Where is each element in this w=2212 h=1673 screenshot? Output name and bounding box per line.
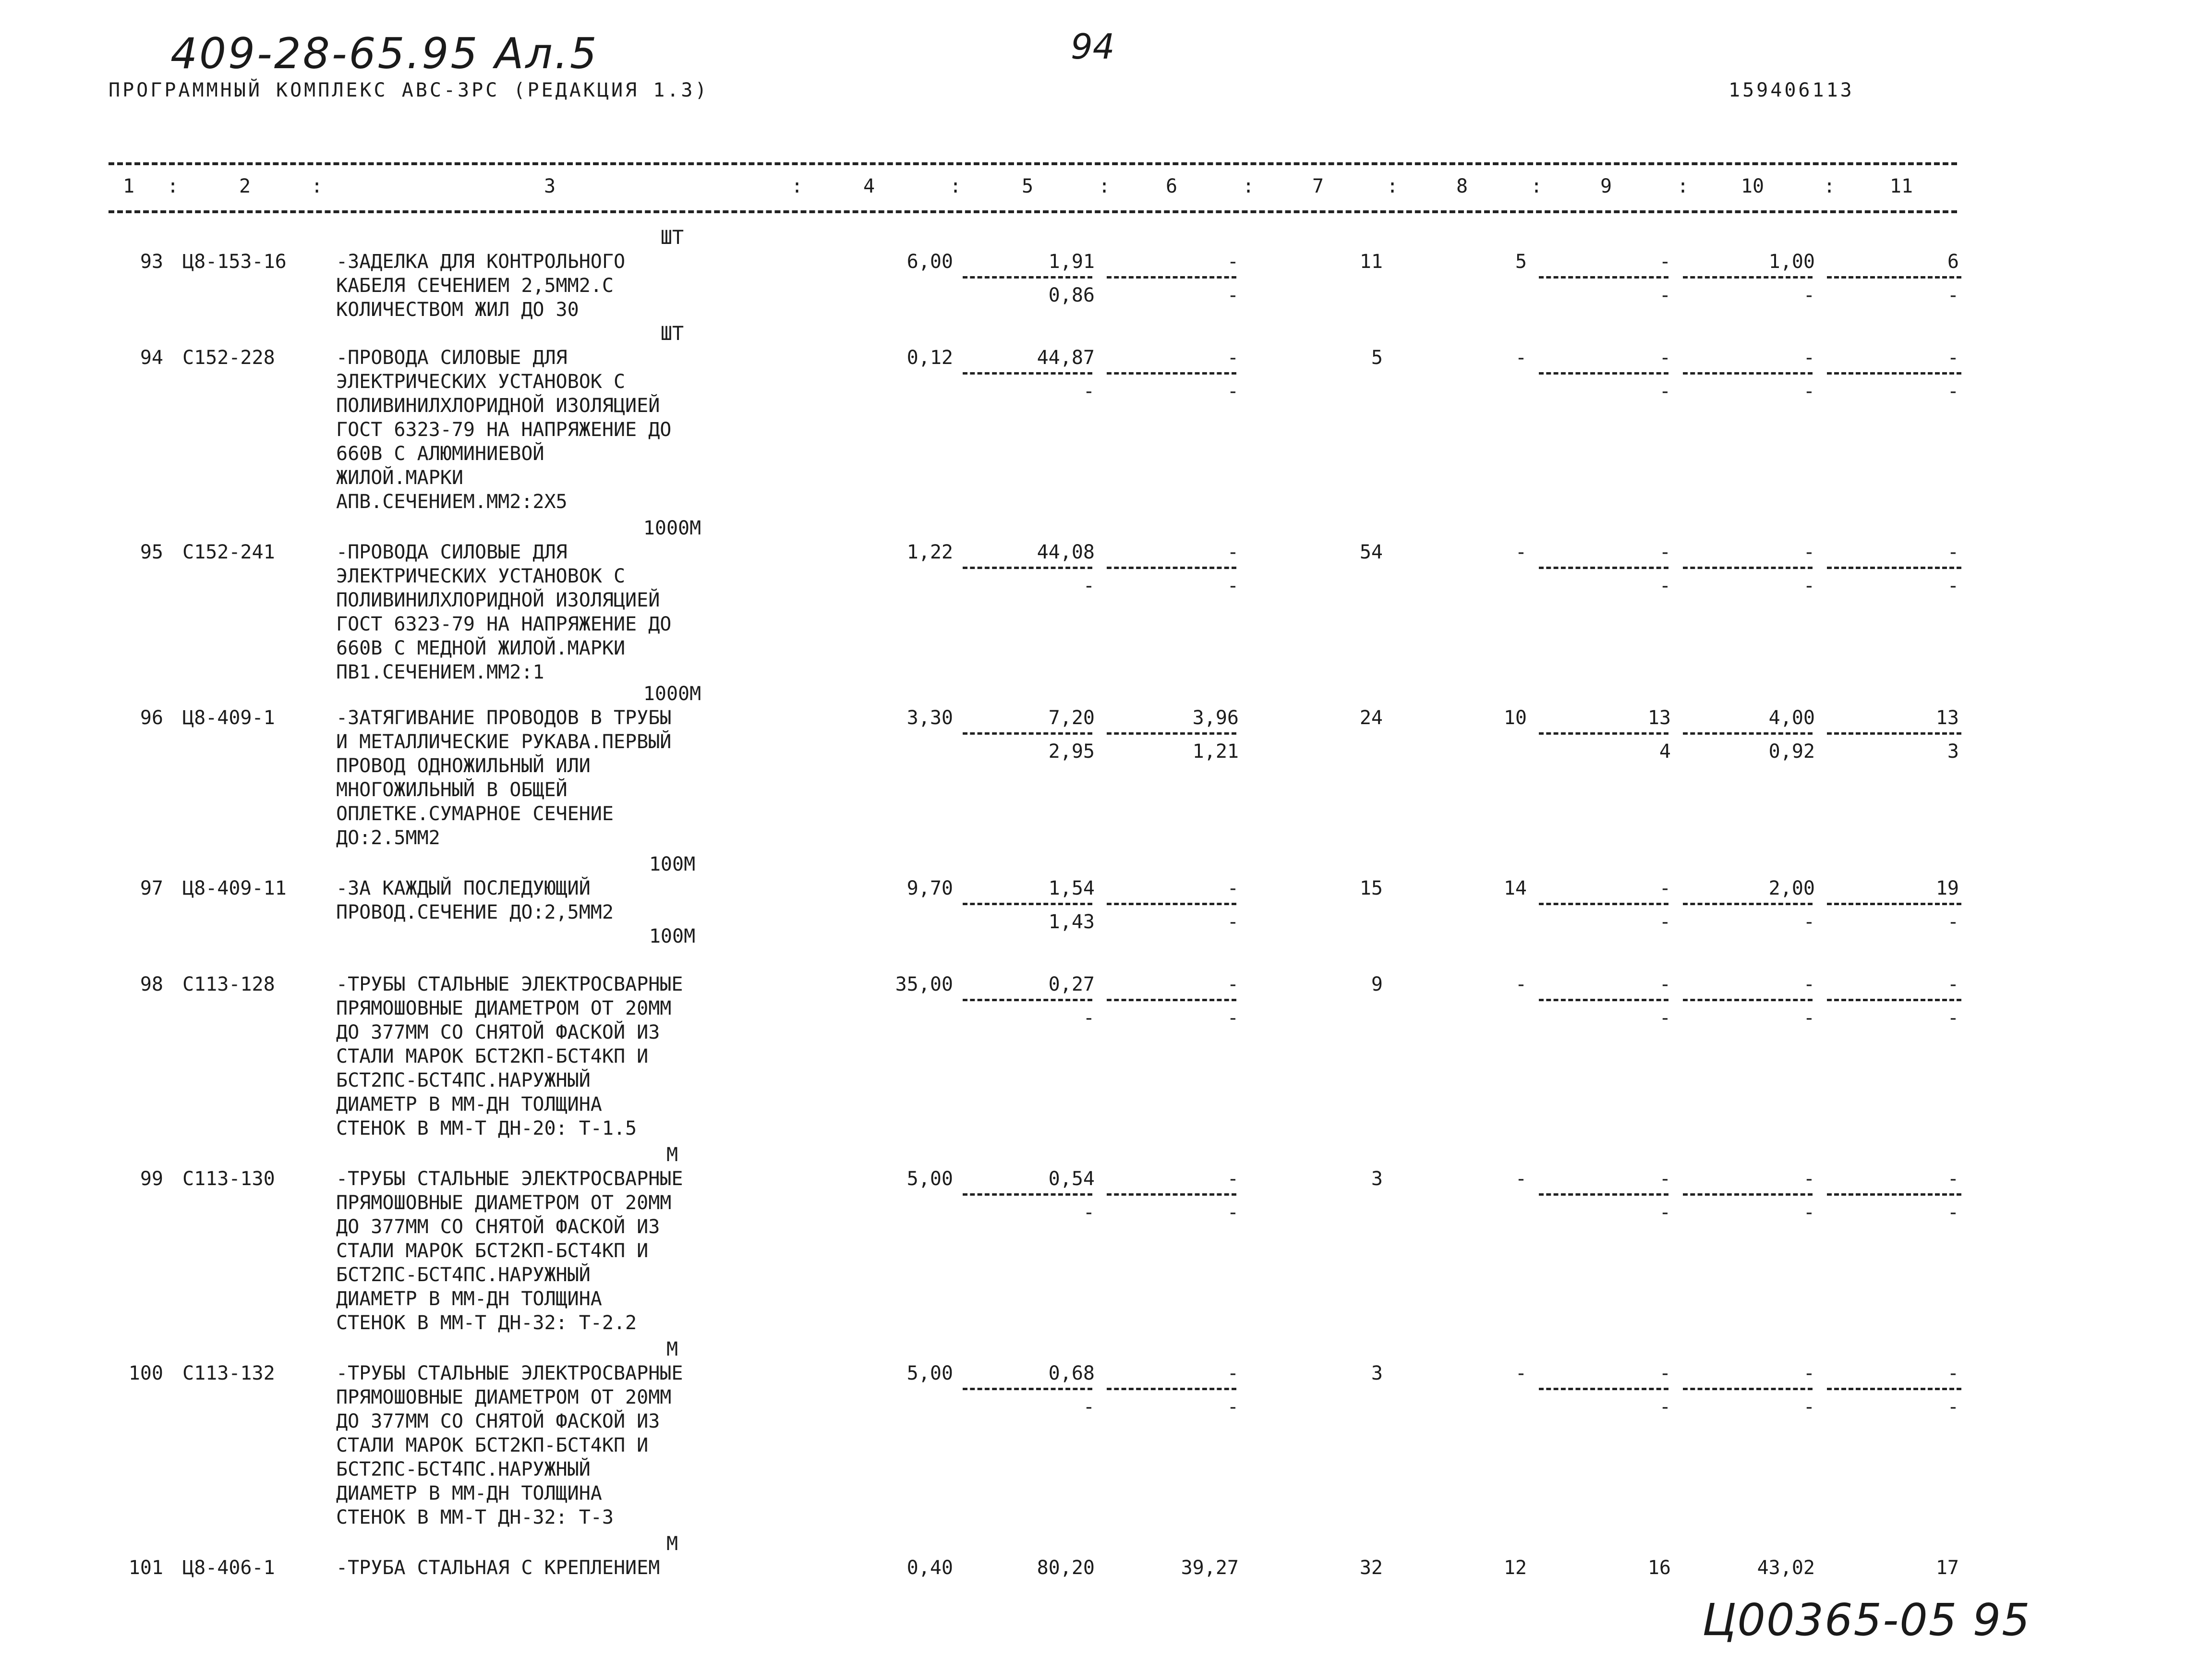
col8-value: 10 bbox=[1503, 707, 1527, 729]
col10-value: 43,02 bbox=[1757, 1557, 1815, 1579]
row-number: 93 bbox=[140, 251, 163, 273]
col5-lower-value: - bbox=[1083, 1007, 1095, 1029]
quantity-value: 6,00 bbox=[907, 251, 953, 273]
col6-value: - bbox=[1227, 347, 1239, 369]
col5-lower-value: 2,95 bbox=[1048, 740, 1095, 763]
rate-code: Ц8-153-16 bbox=[182, 251, 287, 273]
document-number: 159406113 bbox=[1729, 79, 1854, 101]
col5-value: 0,68 bbox=[1048, 1362, 1095, 1384]
col10-value: - bbox=[1803, 1362, 1815, 1384]
col8-value: 12 bbox=[1503, 1557, 1527, 1579]
col8-value: - bbox=[1515, 1168, 1527, 1190]
fraction-divider bbox=[1539, 567, 1668, 569]
col5-value: 44,87 bbox=[1037, 347, 1095, 369]
col10-lower-value: - bbox=[1803, 911, 1815, 933]
rate-code: С113-130 bbox=[182, 1168, 275, 1190]
col10-lower-value: - bbox=[1803, 1201, 1815, 1224]
col7-value: 3 bbox=[1371, 1362, 1383, 1384]
col11-lower-value: - bbox=[1947, 1396, 1959, 1418]
column-separator: : bbox=[791, 175, 803, 197]
col5-value: 0,54 bbox=[1048, 1168, 1095, 1190]
col5-value: 1,91 bbox=[1048, 251, 1095, 273]
col9-lower-value: 4 bbox=[1659, 740, 1671, 763]
row-number: 97 bbox=[140, 877, 163, 899]
column-separator: : bbox=[167, 175, 179, 197]
rate-code: С152-228 bbox=[182, 347, 275, 369]
col5-lower-value: 0,86 bbox=[1048, 284, 1095, 306]
work-description: -ТРУБЫ СТАЛЬНЫЕ ЭЛЕКТРОСВАРНЫЕ ПРЯМОШОВНЫЕ ДИАМЕТРОМ ОТ 20ММ ДО 377ММ СО СНЯТОЙ ФАСКОЙ ИЗ СТАЛИ МАРОК БСТ2КП-БСТ4КП И БСТ2ПС-БСТ4ПС.НАРУЖНЫЙ ДИАМЕТР В ММ-ДН ТОЛЩИНА СТЕНОК В ММ-Т ДН-20: Т-1.5 bbox=[336, 973, 683, 1140]
col9-value: 16 bbox=[1647, 1557, 1671, 1579]
fraction-divider bbox=[1107, 1193, 1236, 1196]
column-header-7: 7 bbox=[1312, 175, 1324, 197]
col8-value: - bbox=[1515, 1362, 1527, 1384]
col10-lower-value: - bbox=[1803, 380, 1815, 402]
work-description: -ЗАТЯГИВАНИЕ ПРОВОДОВ В ТРУБЫ И МЕТАЛЛИЧЕСКИЕ РУКАВА.ПЕРВЫЙ ПРОВОД ОДНОЖИЛЬНЫЙ ИЛИ МНОГОЖИЛЬНЫЙ В ОБЩЕЙ ОПЛЕТКЕ.СУМАРНОЕ СЕЧЕНИЕ ДО:2.5ММ2 bbox=[336, 707, 672, 849]
col10-value: 2,00 bbox=[1768, 877, 1815, 899]
col5-value: 1,54 bbox=[1048, 877, 1095, 899]
col7-value: 32 bbox=[1359, 1557, 1383, 1579]
col11-value: - bbox=[1947, 541, 1959, 563]
column-header-9: 9 bbox=[1600, 175, 1612, 197]
fraction-divider bbox=[1827, 567, 1961, 569]
col8-value: - bbox=[1515, 541, 1527, 563]
col7-value: 3 bbox=[1371, 1168, 1383, 1190]
column-header-11: 11 bbox=[1889, 175, 1913, 197]
unit-label: 1000М bbox=[643, 517, 701, 539]
col10-value: - bbox=[1803, 973, 1815, 995]
col10-lower-value: - bbox=[1803, 284, 1815, 306]
column-separator: : bbox=[311, 175, 323, 197]
col5-value: 7,20 bbox=[1048, 707, 1095, 729]
col10-lower-value: 0,92 bbox=[1768, 740, 1815, 763]
col9-lower-value: - bbox=[1659, 284, 1671, 306]
col9-lower-value: - bbox=[1659, 575, 1671, 597]
col5-lower-value: - bbox=[1083, 1201, 1095, 1224]
col7-value: 15 bbox=[1359, 877, 1383, 899]
col9-lower-value: - bbox=[1659, 911, 1671, 933]
col11-lower-value: - bbox=[1947, 284, 1959, 306]
program-title: ПРОГРАММНЫЙ КОМПЛЕКС АВС-3РС (РЕДАКЦИЯ 1.3) bbox=[109, 79, 709, 101]
fraction-divider bbox=[963, 372, 1092, 375]
column-header-2: 2 bbox=[239, 175, 251, 197]
fraction-divider bbox=[1107, 372, 1236, 375]
col6-value: - bbox=[1227, 251, 1239, 273]
work-description: -ЗАДЕЛКА ДЛЯ КОНТРОЛЬНОГО КАБЕЛЯ СЕЧЕНИЕМ 2,5ММ2.С КОЛИЧЕСТВОМ ЖИЛ ДО 30 bbox=[336, 251, 626, 321]
table-top-rule bbox=[109, 162, 1957, 165]
column-header-5: 5 bbox=[1021, 175, 1034, 197]
row-number: 96 bbox=[140, 707, 163, 729]
col11-lower-value: - bbox=[1947, 1201, 1959, 1224]
column-header-8: 8 bbox=[1456, 175, 1468, 197]
fraction-divider bbox=[1107, 999, 1236, 1001]
col9-value: - bbox=[1659, 1168, 1671, 1190]
col9-value: - bbox=[1659, 877, 1671, 899]
col6-value: - bbox=[1227, 541, 1239, 563]
fraction-divider bbox=[963, 1388, 1092, 1390]
fraction-divider bbox=[1827, 1388, 1961, 1390]
col6-lower-value: - bbox=[1227, 911, 1239, 933]
unit-label: М bbox=[666, 1338, 678, 1360]
fraction-divider bbox=[963, 276, 1092, 279]
col11-lower-value: - bbox=[1947, 575, 1959, 597]
rate-code: С113-132 bbox=[182, 1362, 275, 1384]
fraction-divider bbox=[1107, 903, 1236, 905]
col11-value: 13 bbox=[1935, 707, 1959, 729]
col5-value: 44,08 bbox=[1037, 541, 1095, 563]
col9-value: - bbox=[1659, 347, 1671, 369]
fraction-divider bbox=[1539, 276, 1668, 279]
fraction-divider bbox=[1107, 276, 1236, 279]
col9-value: - bbox=[1659, 973, 1671, 995]
quantity-value: 3,30 bbox=[907, 707, 953, 729]
col9-lower-value: - bbox=[1659, 1201, 1671, 1224]
col9-lower-value: - bbox=[1659, 380, 1671, 402]
fraction-divider bbox=[1827, 276, 1961, 279]
row-number: 100 bbox=[128, 1362, 163, 1384]
fraction-divider bbox=[1107, 567, 1236, 569]
col6-lower-value: - bbox=[1227, 284, 1239, 306]
rate-code: С113-128 bbox=[182, 973, 275, 995]
unit-label: М bbox=[666, 1533, 678, 1555]
work-description: -ТРУБЫ СТАЛЬНЫЕ ЭЛЕКТРОСВАРНЫЕ ПРЯМОШОВНЫЕ ДИАМЕТРОМ ОТ 20ММ ДО 377ММ СО СНЯТОЙ ФАСКОЙ ИЗ СТАЛИ МАРОК БСТ2КП-БСТ4КП И БСТ2ПС-БСТ4ПС.НАРУЖНЫЙ ДИАМЕТР В ММ-ДН ТОЛЩИНА СТЕНОК В ММ-Т ДН-32: Т-2.2 bbox=[336, 1168, 683, 1334]
col6-value: - bbox=[1227, 1168, 1239, 1190]
col7-value: 9 bbox=[1371, 973, 1383, 995]
quantity-value: 5,00 bbox=[907, 1362, 953, 1384]
col11-lower-value: 3 bbox=[1947, 740, 1959, 763]
quantity-value: 0,12 bbox=[907, 347, 953, 369]
col6-lower-value: - bbox=[1227, 575, 1239, 597]
col5-value: 0,27 bbox=[1048, 973, 1095, 995]
col11-value: 17 bbox=[1935, 1557, 1959, 1579]
fraction-divider bbox=[1683, 1193, 1813, 1196]
col6-value: 39,27 bbox=[1181, 1557, 1239, 1579]
column-separator: : bbox=[1677, 175, 1689, 197]
col7-value: 5 bbox=[1371, 347, 1383, 369]
fraction-divider bbox=[963, 1193, 1092, 1196]
fraction-divider bbox=[1107, 732, 1236, 735]
col11-value: - bbox=[1947, 1168, 1959, 1190]
column-header-4: 4 bbox=[863, 175, 875, 197]
quantity-value: 0,40 bbox=[907, 1557, 953, 1579]
col9-value: - bbox=[1659, 1362, 1671, 1384]
column-separator: : bbox=[949, 175, 962, 197]
col11-value: 19 bbox=[1935, 877, 1959, 899]
fraction-divider bbox=[1539, 1193, 1668, 1196]
row-number: 94 bbox=[140, 347, 163, 369]
col10-lower-value: - bbox=[1803, 1396, 1815, 1418]
fraction-divider bbox=[963, 732, 1092, 735]
rate-code: Ц8-406-1 bbox=[182, 1557, 275, 1579]
fraction-divider bbox=[1539, 372, 1668, 375]
col11-value: - bbox=[1947, 1362, 1959, 1384]
fraction-divider bbox=[963, 999, 1092, 1001]
col8-value: 14 bbox=[1503, 877, 1527, 899]
unit-label: 100М bbox=[649, 853, 696, 875]
column-separator: : bbox=[1823, 175, 1836, 197]
fraction-divider bbox=[1827, 1193, 1961, 1196]
col11-lower-value: - bbox=[1947, 1007, 1959, 1029]
col10-value: - bbox=[1803, 541, 1815, 563]
fraction-divider bbox=[1827, 999, 1961, 1001]
col10-value: - bbox=[1803, 1168, 1815, 1190]
column-header-10: 10 bbox=[1741, 175, 1765, 197]
unit-label: ШТ bbox=[660, 323, 684, 345]
col6-lower-value: - bbox=[1227, 1201, 1239, 1224]
col5-lower-value: - bbox=[1083, 575, 1095, 597]
col6-lower-value: - bbox=[1227, 380, 1239, 402]
unit-label: 1000М bbox=[643, 683, 701, 705]
col7-value: 54 bbox=[1359, 541, 1383, 563]
row-number: 98 bbox=[140, 973, 163, 995]
quantity-value: 1,22 bbox=[907, 541, 953, 563]
col9-value: - bbox=[1659, 541, 1671, 563]
row-number: 99 bbox=[140, 1168, 163, 1190]
col5-value: 80,20 bbox=[1037, 1557, 1095, 1579]
fraction-divider bbox=[1683, 1388, 1813, 1390]
col10-value: 4,00 bbox=[1768, 707, 1815, 729]
fraction-divider bbox=[1683, 732, 1813, 735]
fraction-divider bbox=[1683, 903, 1813, 905]
unit-label: 100М bbox=[649, 925, 696, 947]
col10-lower-value: - bbox=[1803, 1007, 1815, 1029]
column-header-1: 1 bbox=[122, 175, 135, 197]
col5-lower-value: - bbox=[1083, 380, 1095, 402]
rate-code: Ц8-409-1 bbox=[182, 707, 275, 729]
column-separator: : bbox=[1386, 175, 1399, 197]
unit-label: М bbox=[666, 1144, 678, 1166]
col6-value: - bbox=[1227, 877, 1239, 899]
fraction-divider bbox=[963, 903, 1092, 905]
col11-value: 6 bbox=[1947, 251, 1959, 273]
col8-value: - bbox=[1515, 973, 1527, 995]
fraction-divider bbox=[1683, 276, 1813, 279]
col5-lower-value: 1,43 bbox=[1048, 911, 1095, 933]
col9-lower-value: - bbox=[1659, 1007, 1671, 1029]
work-description: -ТРУБА СТАЛЬНАЯ С КРЕПЛЕНИЕМ bbox=[336, 1557, 660, 1579]
col6-lower-value: 1,21 bbox=[1192, 740, 1239, 763]
fraction-divider bbox=[1683, 567, 1813, 569]
column-separator: : bbox=[1098, 175, 1111, 197]
col6-value: - bbox=[1227, 973, 1239, 995]
handwritten-page-number: 94 bbox=[1071, 26, 1115, 67]
col9-lower-value: - bbox=[1659, 1396, 1671, 1418]
col11-value: - bbox=[1947, 347, 1959, 369]
col5-lower-value: - bbox=[1083, 1396, 1095, 1418]
fraction-divider bbox=[963, 567, 1092, 569]
row-number: 95 bbox=[140, 541, 163, 563]
fraction-divider bbox=[1683, 999, 1813, 1001]
fraction-divider bbox=[1539, 1388, 1668, 1390]
quantity-value: 9,70 bbox=[907, 877, 953, 899]
col9-value: 13 bbox=[1647, 707, 1671, 729]
rate-code: С152-241 bbox=[182, 541, 275, 563]
work-description: -ПРОВОДА СИЛОВЫЕ ДЛЯ ЭЛЕКТРИЧЕСКИХ УСТАНОВОК С ПОЛИВИНИЛХЛОРИДНОЙ ИЗОЛЯЦИЕЙ ГОСТ 6323-79 НА НАПРЯЖЕНИЕ ДО 660В С АЛЮМИНИЕВОЙ ЖИЛОЙ.МАРКИ АПВ.СЕЧЕНИЕМ.ММ2:2Х5 bbox=[336, 347, 672, 513]
fraction-divider bbox=[1539, 999, 1668, 1001]
col6-value: 3,96 bbox=[1192, 707, 1239, 729]
quantity-value: 5,00 bbox=[907, 1168, 953, 1190]
unit-label: ШТ bbox=[660, 227, 684, 249]
col10-value: 1,00 bbox=[1768, 251, 1815, 273]
table-header-rule bbox=[109, 210, 1957, 213]
fraction-divider bbox=[1827, 372, 1961, 375]
work-description: -ЗА КАЖДЫЙ ПОСЛЕДУЮЩИЙ ПРОВОД.СЕЧЕНИЕ ДО:2,5ММ2 bbox=[336, 877, 614, 923]
column-separator: : bbox=[1530, 175, 1543, 197]
column-separator: : bbox=[1242, 175, 1255, 197]
rate-code: Ц8-409-11 bbox=[182, 877, 287, 899]
col8-value: - bbox=[1515, 347, 1527, 369]
col8-value: 5 bbox=[1515, 251, 1527, 273]
column-header-6: 6 bbox=[1165, 175, 1178, 197]
fraction-divider bbox=[1683, 372, 1813, 375]
row-number: 101 bbox=[128, 1557, 163, 1579]
fraction-divider bbox=[1827, 732, 1961, 735]
fraction-divider bbox=[1539, 732, 1668, 735]
col6-lower-value: - bbox=[1227, 1007, 1239, 1029]
handwritten-sheet-number: Ц00365-05 95 bbox=[1702, 1594, 2031, 1646]
quantity-value: 35,00 bbox=[895, 973, 953, 995]
col10-lower-value: - bbox=[1803, 575, 1815, 597]
col11-lower-value: - bbox=[1947, 380, 1959, 402]
work-description: -ТРУБЫ СТАЛЬНЫЕ ЭЛЕКТРОСВАРНЫЕ ПРЯМОШОВНЫЕ ДИАМЕТРОМ ОТ 20ММ ДО 377ММ СО СНЯТОЙ ФАСКОЙ ИЗ СТАЛИ МАРОК БСТ2КП-БСТ4КП И БСТ2ПС-БСТ4ПС.НАРУЖНЫЙ ДИАМЕТР В ММ-ДН ТОЛЩИНА СТЕНОК В ММ-Т ДН-32: Т-3 bbox=[336, 1362, 683, 1528]
fraction-divider bbox=[1827, 903, 1961, 905]
col11-value: - bbox=[1947, 973, 1959, 995]
col7-value: 24 bbox=[1359, 707, 1383, 729]
col9-value: - bbox=[1659, 251, 1671, 273]
col6-value: - bbox=[1227, 1362, 1239, 1384]
handwritten-document-code: 409-28-65.95 Ал.5 bbox=[170, 29, 599, 78]
fraction-divider bbox=[1107, 1388, 1236, 1390]
fraction-divider bbox=[1539, 903, 1668, 905]
col11-lower-value: - bbox=[1947, 911, 1959, 933]
column-header-3: 3 bbox=[544, 175, 556, 197]
col7-value: 11 bbox=[1359, 251, 1383, 273]
col10-value: - bbox=[1803, 347, 1815, 369]
col6-lower-value: - bbox=[1227, 1396, 1239, 1418]
work-description: -ПРОВОДА СИЛОВЫЕ ДЛЯ ЭЛЕКТРИЧЕСКИХ УСТАНОВОК С ПОЛИВИНИЛХЛОРИДНОЙ ИЗОЛЯЦИЕЙ ГОСТ 6323-79 НА НАПРЯЖЕНИЕ ДО 660В С МЕДНОЙ ЖИЛОЙ.МАРКИ ПВ1.СЕЧЕНИЕМ.ММ2:1 bbox=[336, 541, 672, 683]
